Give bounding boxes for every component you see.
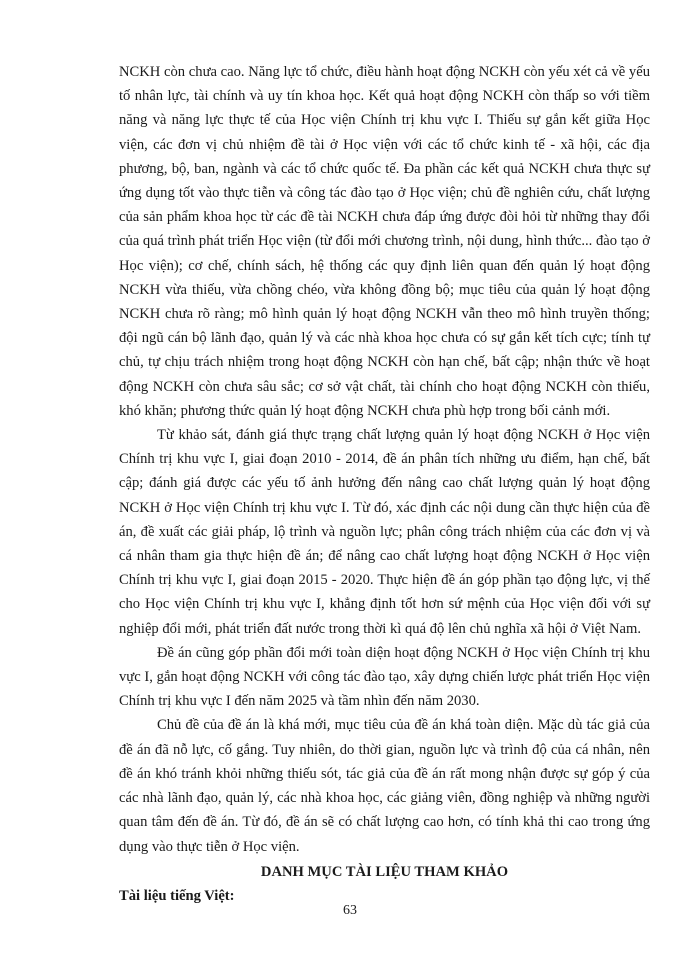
page-body [119, 60, 650, 908]
references-subheading: Tài liệu tiếng Việt: [119, 887, 235, 904]
references-heading: DANH MỤC TÀI LIỆU THAM KHẢO [260, 863, 509, 880]
paragraph-2: Từ khảo sát, đánh giá thực trạng chất lượng quản lý hoạt động NCKH ở Học viện Chính trị khu vực I, giai đoạn 2010 - 2014, đề án phân tích những ưu điểm, hạn chế, bất cập; đánh giá được các yếu tố ảnh hưởng đến nâng cao chất lượng quản lý hoạt động NCKH ở Học viện Chính trị khu vực I. Từ đó, xác định các nội dung cần thực hiện của đề án, đề xuất các giải pháp, lộ trình và nguồn lực; phân công trách nhiệm của các đơn vị và cá nhân tham gia thực hiện đề án; để nâng cao chất lượng hoạt động NCKH ở Học viện Chính trị khu vực I, giai đoạn 2015 - 2020. Thực hiện đề án góp phần tạo động lực, vị thế cho Học viện Chính trị khu vực I, khẳng định tốt hơn sứ mệnh của Học viện đối với sự nghiệp đổi mới, phát triển đất nước trong thời kì quá độ lên chủ nghĩa xã hội ở Việt Nam. [119, 427, 650, 637]
paragraph-4: Chủ đề của đề án là khá mới, mục tiêu của đề án khá toàn diện. Mặc dù tác giả của đề án đã nỗ lực, cố gắng. Tuy nhiên, do thời gian, nguồn lực và trình độ của cá nhân, nên đề án khó tránh khỏi những thiếu sót, tác giả của đề án rất mong nhận được sự góp ý của các nhà lãnh đạo, quản lý, các nhà khoa học, các giảng viên, đồng nghiệp và những người quan tâm đến đề án. Từ đó, đề án sẽ có chất lượng cao hơn, có tính khả thi cao trong ứng dụng vào thực tiễn ở Học viện. [119, 717, 650, 855]
page-number: 63 [343, 903, 357, 918]
paragraph-1: NCKH còn chưa cao. Năng lực tổ chức, điều hành hoạt động NCKH còn yếu xét cả về yếu tố nhân lực, tài chính và uy tín khoa học. Kết quả hoạt động NCKH còn thấp so với tiềm năng và năng lực thực tế của Học viện Chính trị khu vực I. Thiếu sự gắn kết giữa Học viện, các đơn vị chủ nhiệm đề tài ở Học viện với các tổ chức kinh tế - xã hội, các địa phương, bộ, ban, ngành và các tổ chức quốc tế. Đa phần các kết quả NCKH chưa thực sự ứng dụng tốt vào thực tiễn và công tác đào tạo ở Học viện; chủ đề nghiên cứu, chất lượng của sản phẩm khoa học từ các đề tài NCKH chưa đáp ứng được đòi hỏi từ những thay đổi của quá trình phát triển Học viện (từ đổi mới chương trình, nội dung, hình thức... đào tạo ở Học viện); cơ chế, chính sách, hệ thống các quy định liên quan đến quản lý hoạt động NCKH vừa thiếu, vừa chồng chéo, vừa không đồng bộ; mục tiêu của quản lý hoạt động NCKH chưa rõ ràng; mô hình quản lý hoạt động NCKH vẫn theo mô hình truyền thống; đội ngũ cán bộ lãnh đạo, quản lý và các nhà khoa học chưa có sự gắn kết tích cực; tính tự chủ, tự chịu trách nhiệm trong hoạt động NCKH còn hạn chế, bất cập; nhận thức về hoạt động NCKH còn chưa sâu sắc; cơ sở vật chất, tài chính cho hoạt động NCKH còn thiếu, khó khăn; phương thức quản lý hoạt động NCKH chưa phù hợp trong bối cảnh mới. [119, 64, 650, 419]
paragraph-3: Đề án cũng góp phần đổi mới toàn diện hoạt động NCKH ở Học viện Chính trị khu vực I, gắn hoạt động NCKH với công tác đào tạo, xây dựng chiến lược phát triển Học viện Chính trị khu vực I đến năm 2025 và tầm nhìn đến năm 2030. [119, 644, 650, 710]
